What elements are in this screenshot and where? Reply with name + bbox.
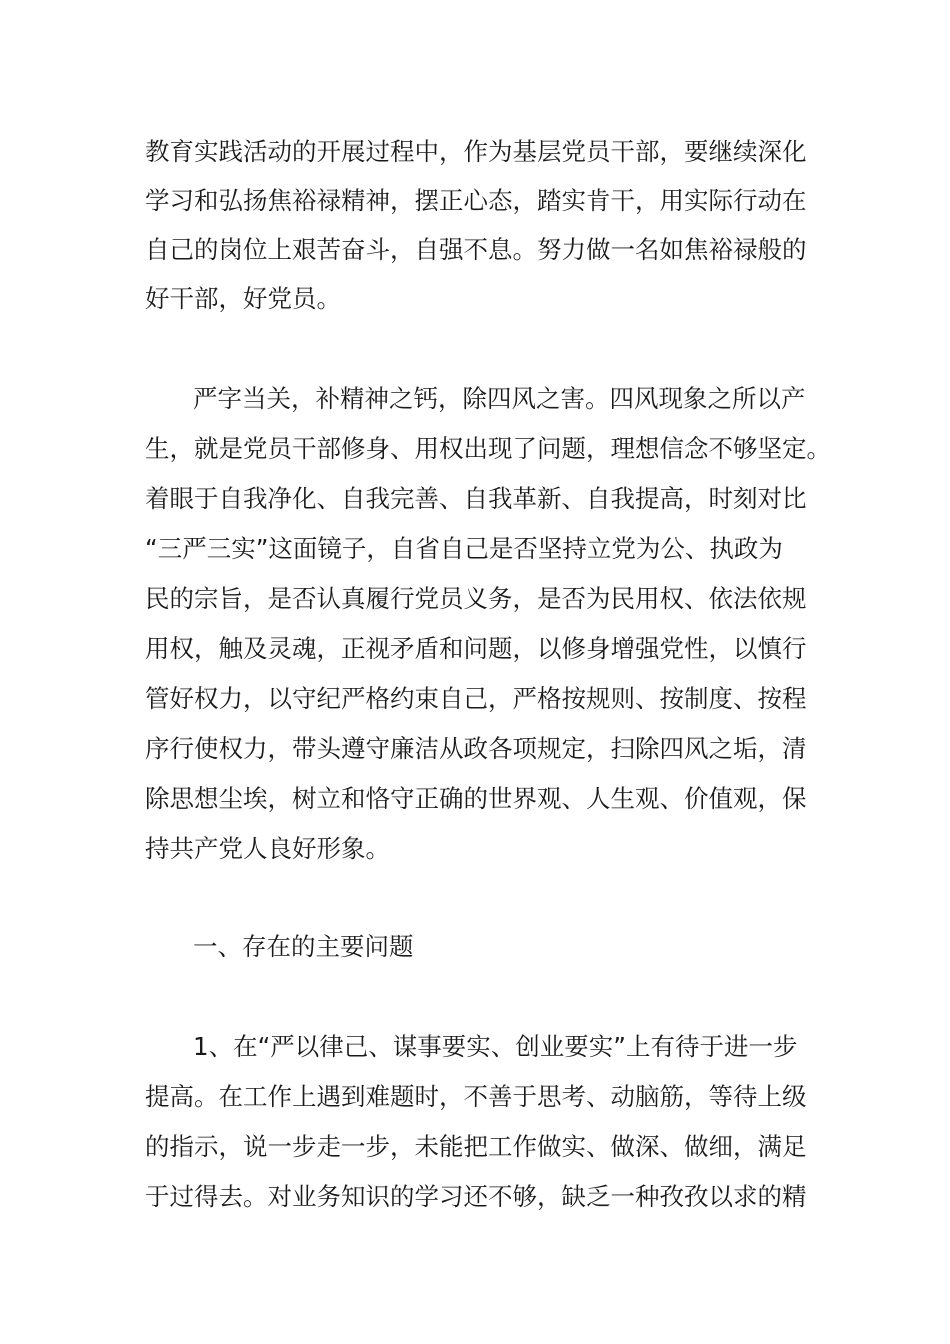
paragraph-1-line-2: 学习和弘扬焦裕禄精神，摆正心态，踏实肯干，用实际行动在	[145, 186, 807, 215]
paragraph-3-line-3: 的指示，说一步走一步，未能把工作做实、做深、做细，满足	[145, 1132, 807, 1161]
section-heading: 一、存在的主要问题	[193, 932, 414, 961]
paragraph-2-line-3: 着眼于自我净化、自我完善、自我革新、自我提高，时刻对比	[145, 484, 807, 513]
paragraph-2-line-6: 用权，触及灵魂，正视矛盾和问题，以修身增强党性，以慎行	[145, 634, 807, 663]
paragraph-1-line-1: 教育实践活动的开展过程中，作为基层党员干部，要继续深化	[145, 137, 807, 166]
paragraph-2-line-4: “三严三实”这面镜子，自省自己是否坚持立党为公、执政为	[145, 534, 783, 563]
paragraph-3-line-4: 于过得去。对业务知识的学习还不够，缺乏一种孜孜以求的精	[145, 1182, 807, 1211]
paragraph-2-line-9: 除思想尘埃，树立和恪守正确的世界观、人生观、价值观，保	[145, 784, 807, 813]
paragraph-2-line-5: 民的宗旨，是否认真履行党员义务，是否为民用权、依法依规	[145, 584, 807, 613]
paragraph-2-line-1: 严字当关，补精神之钙，除四风之害。四风现象之所以产	[193, 384, 806, 413]
paragraph-2-line-2: 生，就是党员干部修身、用权出现了问题，理想信念不够坚定。	[145, 434, 831, 463]
paragraph-2-line-10: 持共产党人良好形象。	[145, 834, 390, 863]
paragraph-2-line-7: 管好权力，以守纪严格约束自己，严格按规则、按制度、按程	[145, 684, 807, 713]
paragraph-3-line-1: 1、在“严以律己、谋事要实、创业要实”上有待于进一步	[193, 1032, 798, 1061]
paragraph-1-line-3: 自己的岗位上艰苦奋斗，自强不息。努力做一名如焦裕禄般的	[145, 235, 807, 264]
paragraph-3-line-2: 提高。在工作上遇到难题时，不善于思考、动脑筋，等待上级	[145, 1082, 807, 1111]
paragraph-1-line-4: 好干部，好党员。	[145, 284, 341, 313]
paragraph-2-line-8: 序行使权力，带头遵守廉洁从政各项规定，扫除四风之垢，清	[145, 734, 807, 763]
